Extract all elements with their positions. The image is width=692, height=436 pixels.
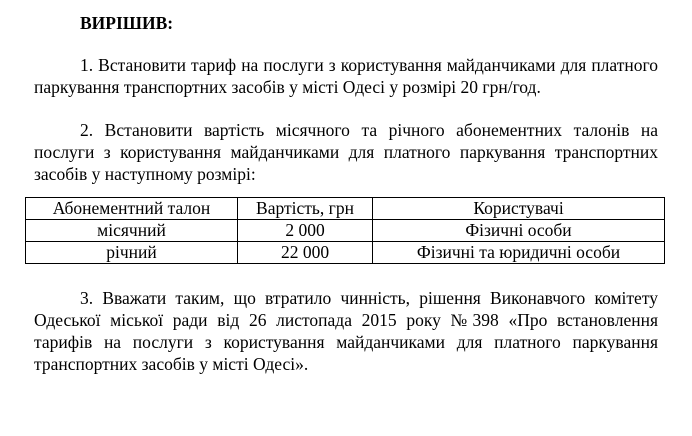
cell-ticket: місячний	[26, 220, 238, 242]
paragraph-tariff: 1. Встановити тариф на послуги з користування майданчиками для платного паркування транспортних засобів у місті Одесі у розмірі 20 грн/год.	[34, 55, 658, 97]
cell-price: 2 000	[238, 220, 373, 242]
paragraph-subscription: 2. Встановити вартість місячного та річного абонементних талонів на послуги з користування майданчиками для платного паркування транспортних засобів у наступному розмірі:	[34, 120, 658, 184]
column-header-ticket: Абонементний талон	[26, 198, 238, 220]
table-row	[26, 220, 665, 242]
decision-document	[34, 12, 658, 375]
paragraph-repeal: 3. Вважати таким, що втратило чинність, рішення Виконавчого комітету Одеської міської ради від 26 листопада 2015 року №398 «Про встановлення тарифів на послуги з користування майданчиками для платного паркування транспортних засобів у місті Одесі».	[34, 288, 658, 374]
decision-heading: ВИРІШИВ:	[80, 13, 174, 33]
cell-price: 22 000	[238, 242, 373, 264]
cell-users: Фізичні особи	[373, 220, 665, 242]
cell-users: Фізичні та юридичні особи	[373, 242, 665, 264]
subscription-table	[25, 197, 665, 264]
table-row	[26, 242, 665, 264]
cell-ticket: річний	[26, 242, 238, 264]
column-header-price: Вартість, грн	[238, 198, 373, 220]
column-header-users: Користувачі	[373, 198, 665, 220]
table-header-row	[26, 198, 665, 220]
